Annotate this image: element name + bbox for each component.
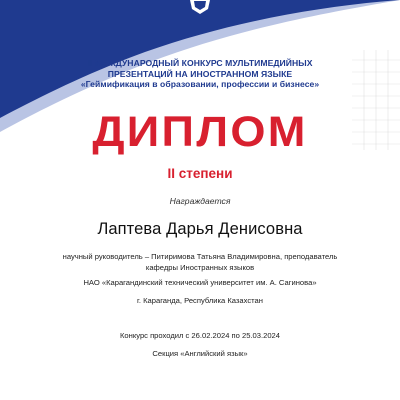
contest-title <box>0 58 400 90</box>
contest-title-line3: «Геймификация в образовании, профессии и бизнесе» <box>80 79 320 89</box>
supervisor-line2: кафедры Иностранных языков <box>145 263 255 272</box>
supervisor-line1: научный руководитель – Питиримова Татьяна Владимировна, преподаватель <box>62 252 338 261</box>
degree-label: II степени <box>167 166 233 181</box>
contest-title-line2: ПРЕЗЕНТАЦИЙ НА ИНОСТРАННОМ ЯЗЫКЕ <box>107 68 293 79</box>
organization: НАО «Карагандинский технический университет им. А. Сагинова» <box>83 278 317 287</box>
city: г. Караганда, Республика Казахстан <box>137 296 263 305</box>
supervisor-info <box>0 251 400 273</box>
contest-section: Секция «Английский язык» <box>152 349 248 358</box>
awarded-label: Награждается <box>169 196 231 206</box>
contest-title-line1: II МЕЖДУНАРОДНЫЙ КОНКУРС МУЛЬТИМЕДИЙНЫХ <box>87 58 313 68</box>
recipient-name: Лаптева Дарья Денисовна <box>97 220 303 238</box>
contest-dates: Конкурс проходил с 26.02.2024 по 25.03.2024 <box>119 331 281 340</box>
diploma-title: ДИПЛОМ <box>92 108 308 156</box>
